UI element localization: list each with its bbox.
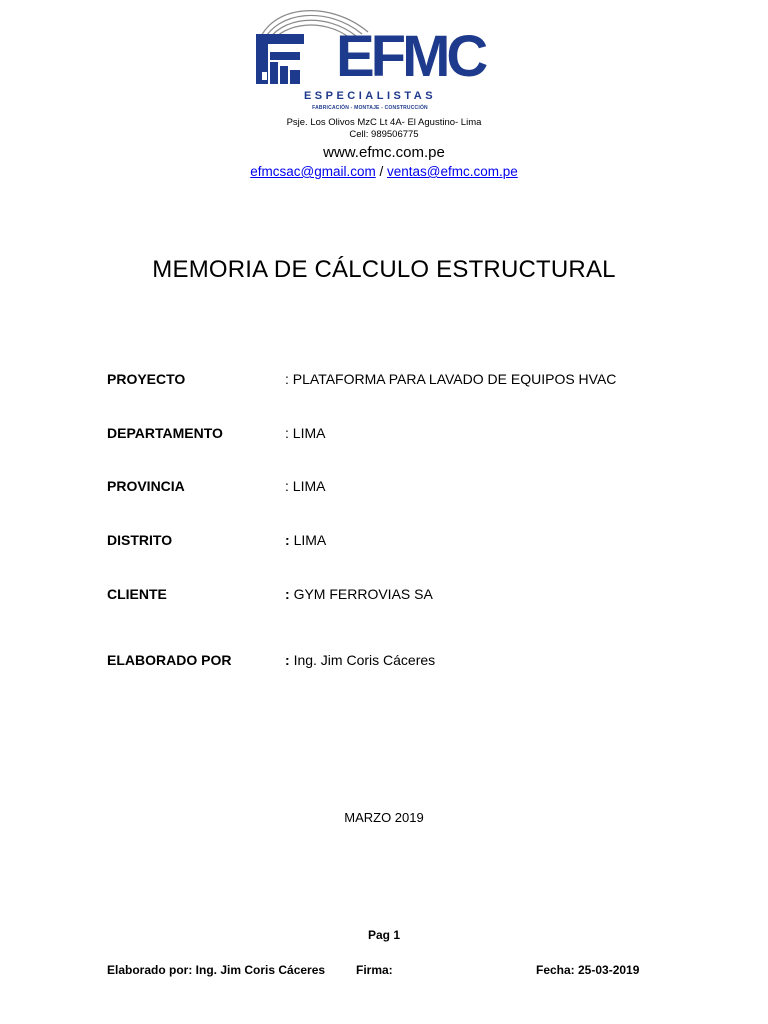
info-colon: : [285, 425, 293, 441]
info-value [285, 532, 326, 548]
info-value-text: LIMA [293, 532, 327, 548]
info-value [285, 478, 325, 494]
footer-author: Elaborado por: Ing. Jim Coris Cáceres [107, 963, 326, 977]
info-row-elaborado-por [107, 652, 727, 672]
info-colon: : [285, 652, 294, 668]
footer-date: Fecha: 25-03-2019 [536, 963, 640, 977]
page-number: Pag 1 [367, 928, 400, 942]
info-colon: : [285, 586, 294, 602]
company-logo [250, 6, 485, 118]
info-value-text: PLATAFORMA PARA LAVADO DE EQUIPOS HVAC [292, 371, 617, 387]
logo-tagline: ESPECIALISTAS [303, 90, 437, 102]
footer-signature: Firma: [356, 963, 393, 977]
info-label: DISTRITO [107, 532, 173, 548]
info-label: DEPARTAMENTO [107, 425, 223, 441]
info-value [285, 586, 433, 602]
info-value-text: LIMA [292, 478, 326, 494]
company-address: Psje. Los Olivos MzC Lt 4A- El Agustino- Lima [286, 117, 482, 128]
info-label: PROYECTO [107, 371, 186, 387]
info-row-provincia [107, 478, 727, 498]
info-row-cliente [107, 586, 727, 606]
info-label: CLIENTE [107, 586, 167, 602]
logo-wordmark: EFMC [336, 24, 485, 89]
info-row-proyecto [107, 371, 727, 391]
document-title: MEMORIA DE CÁLCULO ESTRUCTURAL [152, 256, 616, 283]
company-emails [0, 164, 768, 179]
info-value [285, 371, 616, 387]
company-website: www.efmc.com.pe [323, 144, 445, 161]
document-date: MARZO 2019 [344, 810, 424, 825]
info-value-text: Ing. Jim Coris Cáceres [293, 652, 436, 668]
email-link-primary[interactable]: efmcsac@gmail.com [250, 164, 376, 179]
info-label: ELABORADO POR [107, 652, 232, 668]
email-separator: / [375, 164, 387, 179]
info-value [285, 652, 435, 668]
info-label: PROVINCIA [107, 478, 185, 494]
info-row-distrito [107, 532, 727, 552]
info-value-text: GYM FERROVIAS SA [293, 586, 433, 602]
info-colon: : [285, 371, 293, 387]
info-colon: : [285, 478, 293, 494]
info-row-departamento [107, 425, 727, 445]
info-value-text: LIMA [292, 425, 326, 441]
company-phone: Cell: 989506775 [349, 129, 419, 140]
info-value [285, 425, 325, 441]
logo-subtagline: FABRICACIÓN - MONTAJE - CONSTRUCCIÓN [312, 105, 428, 111]
email-link-sales[interactable]: ventas@efmc.com.pe [386, 164, 518, 179]
info-colon: : [285, 532, 294, 548]
